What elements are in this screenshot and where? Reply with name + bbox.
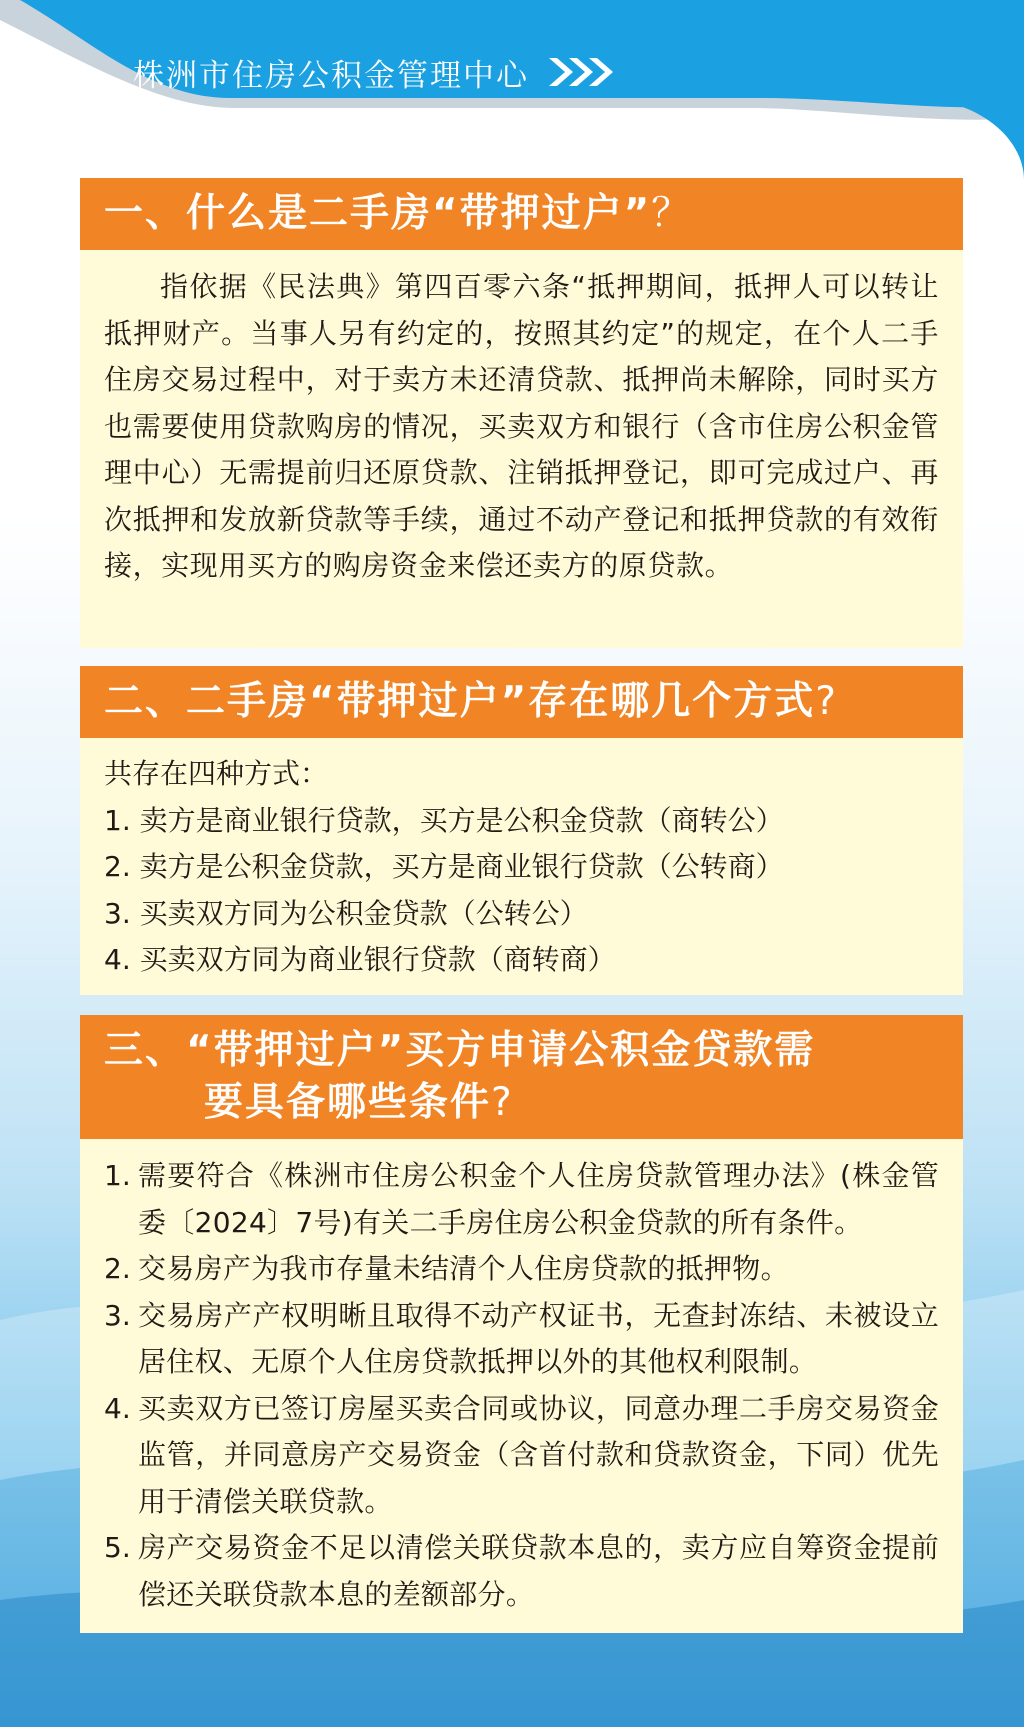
item-text: 房产交易资金不足以清偿关联贷款本息的，卖方应自筹资金提前偿还关联贷款本息的差额部分。: [138, 1531, 939, 1611]
item-text: 买卖双方已签订房屋买卖合同或协议，同意办理二手房交易资金监管，并同意房产交易资金（含首付款和贷款资金，下同）优先用于清偿关联贷款。: [138, 1391, 939, 1518]
list-item: [104, 1246, 939, 1293]
section-heading-line2: [104, 1077, 963, 1129]
section-heading: [80, 1015, 963, 1139]
list-item: [104, 1153, 939, 1246]
question-mark: ？: [651, 191, 693, 236]
section-body: [80, 250, 963, 648]
list-item: 1. 卖方是商业银行贷款，买方是公积金贷款（商转公）: [104, 803, 784, 837]
section-heading: [80, 666, 963, 738]
section-heading-text: 一、什么是二手房“带押过户”: [104, 191, 652, 236]
section-methods: [80, 666, 963, 995]
item-number: 5.: [104, 1531, 131, 1564]
section-heading-text: 要具备哪些条件: [204, 1080, 492, 1125]
item-text: 交易房产产权明晰且取得不动产权证书，无查封冻结、未被设立居住权、无原个人住房贷款抵押以外的其他权利限制。: [138, 1298, 939, 1378]
methods-intro: 共存在四种方式：: [104, 757, 329, 790]
item-number: 2.: [104, 1252, 131, 1285]
question-mark: ?: [815, 679, 838, 724]
section-heading: [80, 178, 963, 250]
org-name: 株洲市住房公积金管理中心: [133, 58, 529, 94]
list-item: [104, 1525, 939, 1618]
section-conditions: [80, 1015, 963, 1633]
list-item: 4. 买卖双方同为商业银行贷款（商转商）: [104, 943, 616, 976]
section-body: [80, 738, 963, 995]
list-item: 2. 卖方是公积金贷款，买方是商业银行贷款（公转商）: [104, 850, 784, 883]
item-text: 需要符合《株洲市住房公积金个人住房贷款管理办法》(株金管委〔2024〕7号)有关二手房住房公积金贷款的所有条件。: [138, 1159, 939, 1239]
section-body: [80, 1139, 963, 1633]
question-mark: ?: [491, 1080, 514, 1125]
definition-paragraph: 指依据《民法典》第四百零六条“抵押期间，抵押人可以转让抵押财产。当事人另有约定的，按照其约定”的规定，在个人二手住房交易过程中，对于卖方未还清贷款、抵押尚未解除，同时买方也需要使用贷款购房的情况，买卖双方和银行（含市住房公积金管理中心）无需提前归还原贷款、注销抵押登记，即可完成过户、再次抵押和发放新贷款等手续，通过不动产登记和抵押贷款的有效衔接，实现用买方的购房资金来偿还卖方的原贷款。: [104, 270, 939, 582]
item-text: 交易房产为我市存量未结清个人住房贷款的抵押物。: [138, 1252, 789, 1285]
item-number: 1.: [104, 1159, 131, 1192]
list-item: [104, 1386, 939, 1526]
triple-chevron-right-icon: [547, 56, 619, 88]
section-heading-line1: 三、“带押过户”买方申请公积金贷款需: [104, 1028, 816, 1073]
list-item: [104, 1293, 939, 1386]
item-number: 4.: [104, 1391, 131, 1425]
list-item: 3. 买卖双方同为公积金贷款（公转公）: [104, 896, 588, 930]
section-what-is: [80, 178, 963, 648]
section-heading-text: 二、二手房“带押过户”存在哪几个方式: [104, 679, 816, 724]
item-number: 3.: [104, 1298, 131, 1332]
